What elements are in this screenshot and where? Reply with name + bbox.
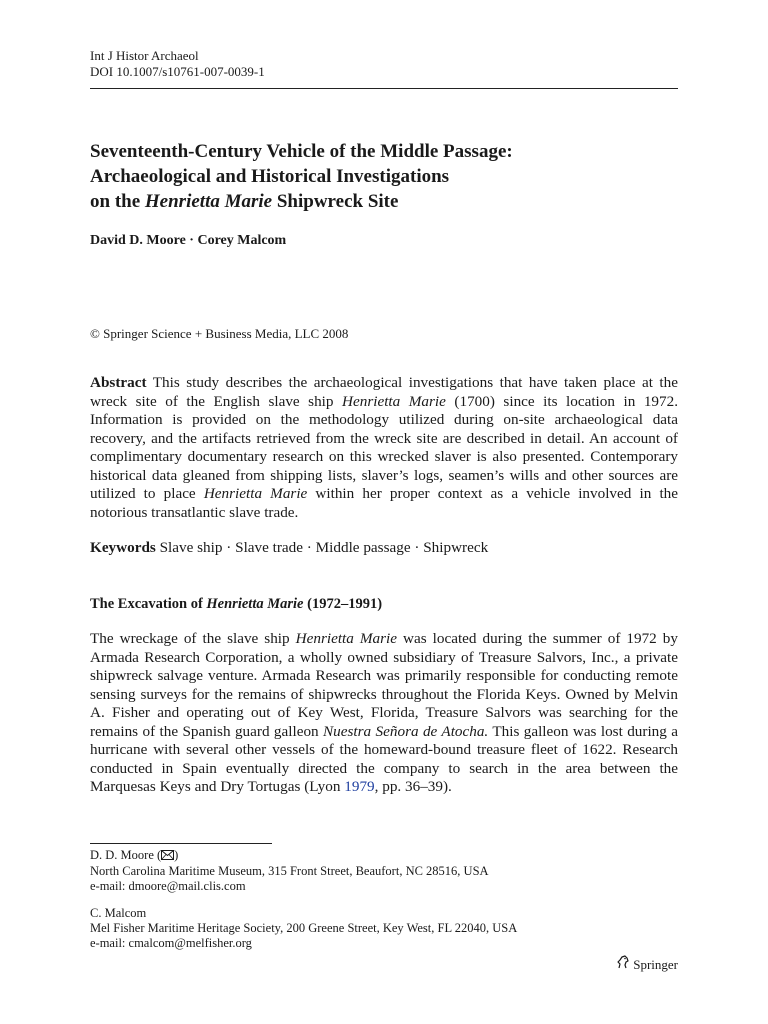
footnote-malcom [90, 906, 517, 951]
author-list: David D. Moore · Corey Malcom [90, 233, 287, 248]
header-rule [90, 88, 678, 89]
publisher-name: Springer [633, 956, 678, 972]
title-ship-name: Henrietta Marie [144, 191, 273, 212]
footnote-moore [90, 848, 489, 894]
moore-name-line: D. D. Moore ( ) [90, 848, 179, 862]
section-heading: The Excavation of Henrietta Marie (1972–1991) [90, 596, 383, 612]
keywords [90, 539, 678, 558]
publisher-logo [616, 955, 678, 974]
body-paragraph: The wreckage of the slave ship Henrietta Marie was located during the summer of 1972 by Armada Research Corporation, a wholly owned subsidiary of Treasure Salvors, Inc., a private shipwreck salvage venture. Armada Research was primarily responsible for conducting remote sensing surveys for the remains of shipwrecks throughout the Florida Keys. Owned by Melvin A. Fisher and operating out of Key West, Florida, Treasure Salvors was searching for the remains of the Spanish guard galleon Nuestra Señora de Atocha. This galleon was lost during a hurricane with several other vessels of the homeward-bound treasure fleet of 1622. Research conducted in Spain eventually directed the company to search in the area between the Marquesas Keys and Dry Tortugas (Lyon 1979, pp. 36–39). [90, 630, 678, 795]
keywords-label: Keywords [90, 539, 156, 556]
copyright-notice: © Springer Science + Business Media, LLC 2008 [90, 326, 349, 341]
title-line-2: Archaeological and Historical Investigations [90, 166, 450, 187]
keywords-list: Slave ship · Slave trade · Middle passage · Shipwreck [155, 539, 489, 556]
malcom-name: C. Malcom [90, 906, 147, 920]
citation-link[interactable]: 1979 [344, 778, 375, 795]
malcom-email[interactable]: e-mail: cmalcom@melfisher.org [90, 936, 252, 950]
article-title [90, 139, 678, 214]
title-line-1: Seventeenth-Century Vehicle of the Middle Passage: [90, 141, 513, 162]
springer-horse-icon [616, 955, 630, 974]
footnote-rule [90, 843, 272, 844]
running-header [90, 48, 265, 80]
doi[interactable]: DOI 10.1007/s10761-007-0039-1 [90, 64, 265, 79]
moore-email[interactable]: e-mail: dmoore@mail.clis.com [90, 879, 246, 893]
title-line-3-prefix: on the [90, 191, 145, 212]
abstract-label: Abstract [90, 374, 147, 391]
moore-affiliation: North Carolina Maritime Museum, 315 Front Street, Beaufort, NC 28516, USA [90, 864, 489, 878]
envelope-icon[interactable] [161, 849, 174, 864]
abstract: Abstract This study describes the archaeological investigations that have taken place at the wreck site of the English slave ship Henrietta Marie (1700) since its location in 1972. Information is provided on the methodology utilized during on-site archaeological data recovery, and the artifacts retrieved from the wreck site are described in detail. An account of complimentary documentary research on this wrecked slaver is also presented. Contemporary historical data gleaned from shipping lists, slaver’s logs, seamen’s wills and other sources are utilized to place Henrietta Marie within her proper context as a vehicle involved in the notorious transatlantic slave trade. [90, 374, 679, 521]
malcom-affiliation: Mel Fisher Maritime Heritage Society, 200 Greene Street, Key West, FL 22040, USA [90, 921, 518, 935]
journal-name: Int J Histor Archaeol [90, 48, 199, 63]
title-line-3-suffix: Shipwreck Site [272, 191, 399, 212]
